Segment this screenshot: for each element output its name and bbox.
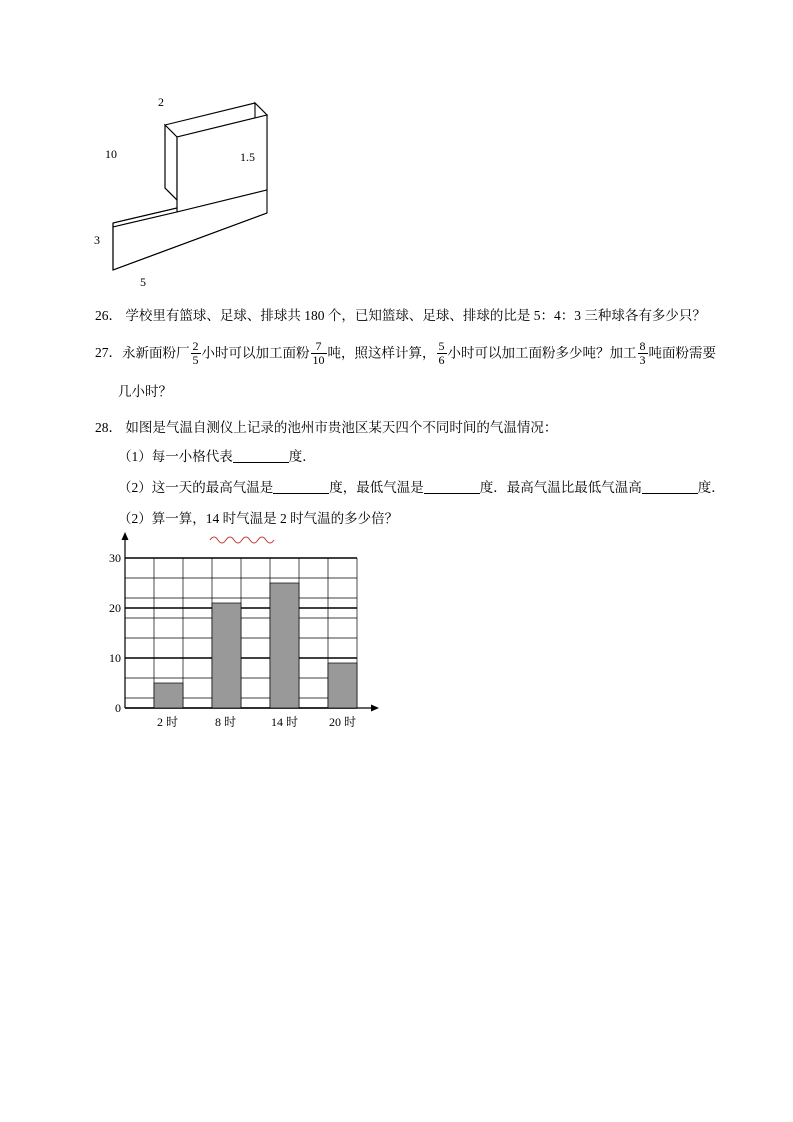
y-tick-20: 20 [109, 601, 121, 615]
fraction-2-5: $\frac{2}{5}$ [192, 339, 199, 367]
answer-blank[interactable] [233, 449, 289, 463]
question-28-sub1-label: （1）每一小格代表 [118, 449, 233, 464]
prism-label-left-upper: 10 [105, 147, 117, 161]
question-28-sub-1 [118, 447, 316, 467]
chart-svg [95, 530, 395, 740]
answer-blank[interactable] [273, 480, 329, 494]
answer-blank[interactable] [424, 480, 480, 494]
bar-14shi [270, 583, 299, 708]
question-27-text-a: 永新面粉厂 [122, 345, 190, 361]
question-28-sub1-after: 度． [288, 449, 316, 464]
question-27-text-f: 几小时？ [118, 384, 172, 399]
question-26-number: 26． [95, 308, 122, 323]
x-axis-arrow [371, 705, 379, 712]
question-28-sub2-label: （2）这一天的最高气温是 [118, 480, 274, 495]
y-tick-0: 0 [115, 701, 121, 715]
x-label-1: 8 时 [215, 715, 237, 729]
question-28-sub2-mid1: 度，最低气温是 [329, 480, 424, 495]
prism-label-right: 1.5 [240, 150, 255, 164]
question-27 [95, 340, 716, 366]
answer-blank[interactable] [642, 480, 698, 494]
prism-label-bottom: 5 [140, 275, 146, 289]
question-28 [95, 418, 557, 438]
temperature-bar-chart [95, 530, 395, 740]
question-28-number: 28． [95, 420, 122, 435]
bar-20shi [328, 663, 357, 708]
squiggle-decoration [210, 537, 274, 543]
question-27-line2 [118, 382, 172, 402]
x-label-2: 14 时 [271, 715, 299, 729]
fraction-7-10: $\frac{7}{10}$ [312, 339, 325, 367]
prism-label-top: 2 [158, 95, 164, 109]
question-28-sub3-label: （2）算一算，14 时气温是 2 时气温的多少倍？ [118, 511, 399, 526]
x-label-3: 20 时 [329, 715, 357, 729]
y-tick-10: 10 [109, 651, 121, 665]
prism-final [95, 95, 385, 295]
question-27-text-c: 吨，照这样计算， [327, 345, 436, 361]
question-28-sub-2 [118, 478, 725, 498]
grid-vertical [154, 558, 357, 708]
y-axis-arrow [122, 532, 129, 540]
question-28-sub2-mid2: 度．最高气温比最低气温高 [479, 480, 642, 495]
fraction-5-6: $\frac{5}{6}$ [438, 339, 445, 367]
y-tick-30: 30 [109, 551, 121, 565]
question-28-sub-3 [118, 509, 398, 529]
question-27-text-d: 小时可以加工面粉多少吨？加工 [447, 345, 637, 361]
prism-label-left-lower: 3 [94, 233, 100, 247]
fraction-8-3: $\frac{8}{3}$ [639, 339, 646, 367]
question-27-text-b: 小时可以加工面粉 [201, 345, 310, 361]
question-28-text: 如图是气温自测仪上记录的池州市贵池区某天四个不同时间的气温情况： [125, 420, 558, 435]
bar-8shi [212, 603, 241, 708]
question-28-sub2-after: 度． [697, 480, 725, 495]
question-26 [95, 306, 706, 326]
question-26-text: 学校里有篮球、足球、排球共 180 个，已知篮球、足球、排球的比是 5：4：3 三种球各有多少只？ [125, 308, 706, 323]
x-label-0: 2 时 [157, 715, 179, 729]
question-27-number: 27． [95, 345, 122, 361]
prism-figure [95, 95, 385, 295]
bar-2shi [154, 683, 183, 708]
question-27-text-e: 吨面粉需要 [648, 345, 716, 361]
